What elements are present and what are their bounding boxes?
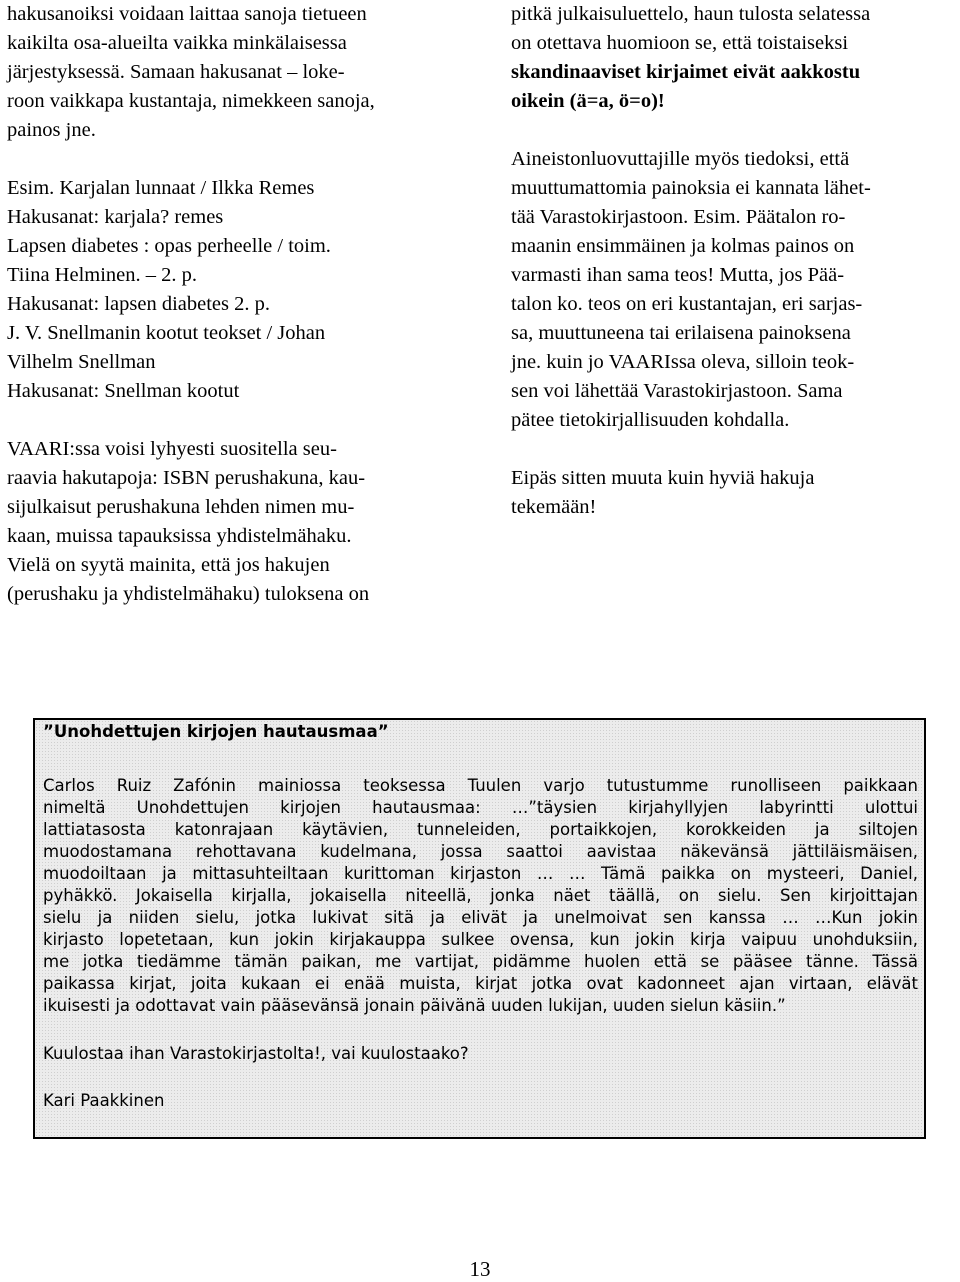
text-line: pätee tietokirjallisuuden kohdalla. <box>511 409 790 431</box>
text-line: maanin ensimmäinen ja kolmas painos on <box>511 235 855 257</box>
box-line: paikassa kirjat, joita kukaan ei enää muista, kirjat jotka ovat kadonneet ajan virtaan, elävät <box>43 974 918 993</box>
example-line: Tiina Helminen. – 2. p. <box>7 264 198 286</box>
example-line: J. V. Snellmanin kootut teokset / Johan <box>7 322 326 344</box>
spacer <box>511 116 957 145</box>
text-line: tää Varastokirjastoon. Esim. Päätalon ro- <box>511 206 846 228</box>
paragraph-search-terms <box>7 0 451 145</box>
page-number: 13 <box>469 1257 491 1281</box>
left-column <box>7 0 451 609</box>
bold-warning-line: oikein (ä=a, ö=o)! <box>511 90 665 112</box>
box-quote-body <box>43 775 918 1017</box>
box-line: Carlos Ruiz Zafónin mainiossa teoksessa Tuulen varjo tutustumme runolliseen paikkaan <box>43 776 918 795</box>
spacer <box>7 145 451 174</box>
text-line: sa, muuttuneena tai erilaisena painoksena <box>511 322 851 344</box>
text-line: on otettava huomioon se, että toistaiseksi <box>511 32 849 54</box>
box-line: muodoiltaan ja mittasuhteiltaan kurittoman kirjaston … … Tämä paikka on mysteeri, Daniel, <box>43 864 918 883</box>
text-line: VAARI:ssa voisi lyhyesti suositella seu- <box>7 438 337 460</box>
box-tail-text: Kuulostaa ihan Varastokirjastolta!, vai kuulostaako? <box>43 1044 469 1063</box>
box-author: Kari Paakkinen <box>43 1091 165 1110</box>
box-line: pyhäkkö. Jokaisella kirjalla, jokaisella niteellä, jonka näet täällä, on sielu. Sen kirjoittajan <box>43 886 918 905</box>
text-line: varmasti ihan sama teos! Mutta, jos Pää- <box>511 264 845 286</box>
example-line: Hakusanat: karjala? remes <box>7 206 224 228</box>
paragraph-donors <box>511 145 957 435</box>
paragraph-closing <box>511 464 957 522</box>
text-line: sijulkaisut perushakuna lehden nimen mu- <box>7 496 355 518</box>
example-line: Hakusanat: Snellman kootut <box>7 380 240 402</box>
search-examples <box>7 174 451 406</box>
quote-box <box>33 718 926 1139</box>
box-line: lattiatasosta katonrajaan käytävien, tunneleiden, portaikkojen, korokkeiden ja siltojen <box>43 820 918 839</box>
text-line: jne. kuin jo VAARIssa oleva, silloin teok- <box>511 351 855 373</box>
text-line: tekemään! <box>511 496 597 518</box>
text-line: kaikilta osa-alueilta vaikka minkälaisessa <box>7 32 347 54</box>
text-line: Vielä on syytä mainita, että jos hakujen <box>7 554 330 576</box>
box-line: ikuisesti ja odottavat vain pääsevänsä jonain päivänä uuden lukijan, uuden sielun käsiin.” <box>43 996 786 1015</box>
text-line: kaan, muissa tapauksissa yhdistelmähaku. <box>7 525 352 547</box>
text-line: muuttumattomia painoksia ei kannata lähet- <box>511 177 871 199</box>
text-line: (perushaku ja yhdistelmähaku) tuloksena on <box>7 583 370 605</box>
example-line: Hakusanat: lapsen diabetes 2. p. <box>7 293 271 315</box>
text-line: talon ko. teos on eri kustantajan, eri sarjas- <box>511 293 863 315</box>
example-line: Lapsen diabetes : opas perheelle / toim. <box>7 235 331 257</box>
box-line: sielu ja niiden sielu, jotka lukivat sitä ja elivät ja unelmoivat sen kanssa … …Kun jokin <box>43 908 918 927</box>
spacer <box>7 406 451 435</box>
text-line: raavia hakutapoja: ISBN perushakuna, kau- <box>7 467 366 489</box>
text-line: roon vaikkapa kustantaja, nimekkeen sanoja, <box>7 90 375 112</box>
text-line: hakusanoiksi voidaan laittaa sanoja tietueen <box>7 3 367 25</box>
right-column <box>511 0 957 522</box>
spacer <box>511 435 957 464</box>
example-line: Vilhelm Snellman <box>7 351 156 373</box>
paragraph-note <box>7 551 451 609</box>
box-line: kirjasto lopetetaan, kun jokin kirjakauppa sulkee ovensa, kun jokin kirja vaipuu unohduksiin, <box>43 930 918 949</box>
paragraph-recommendations <box>7 435 451 551</box>
text-line: pitkä julkaisuluettelo, haun tulosta selatessa <box>511 3 871 25</box>
text-line: Aineistonluovuttajille myös tiedoksi, että <box>511 148 850 170</box>
box-line: nimeltä Unohdettujen kirjojen hautausmaa: …”täysien kirjahyllyjen labyrintti ulottui <box>43 798 918 817</box>
text-line: järjestyksessä. Samaan hakusanat – loke- <box>7 61 345 83</box>
example-line: Esim. Karjalan lunnaat / Ilkka Remes <box>7 177 315 199</box>
bold-warning-line: skandinaaviset kirjaimet eivät aakkostu <box>511 61 861 83</box>
text-line: sen voi lähettää Varastokirjastoon. Sama <box>511 380 843 402</box>
paragraph-results <box>511 0 957 116</box>
box-line: muodostamana rehottavana kudelmana, jossa saattoi aavistaa näkevänsä jättiläismäisen, <box>43 842 918 861</box>
text-line: painos jne. <box>7 119 96 141</box>
box-line: me jotka tiedämme tämän paikan, me vartijat, pidämme huolen että se pääsee tänne. Tässä <box>43 952 918 971</box>
text-line: Eipäs sitten muuta kuin hyviä hakuja <box>511 467 815 489</box>
box-title: ”Unohdettujen kirjojen hautausmaa” <box>43 722 389 741</box>
